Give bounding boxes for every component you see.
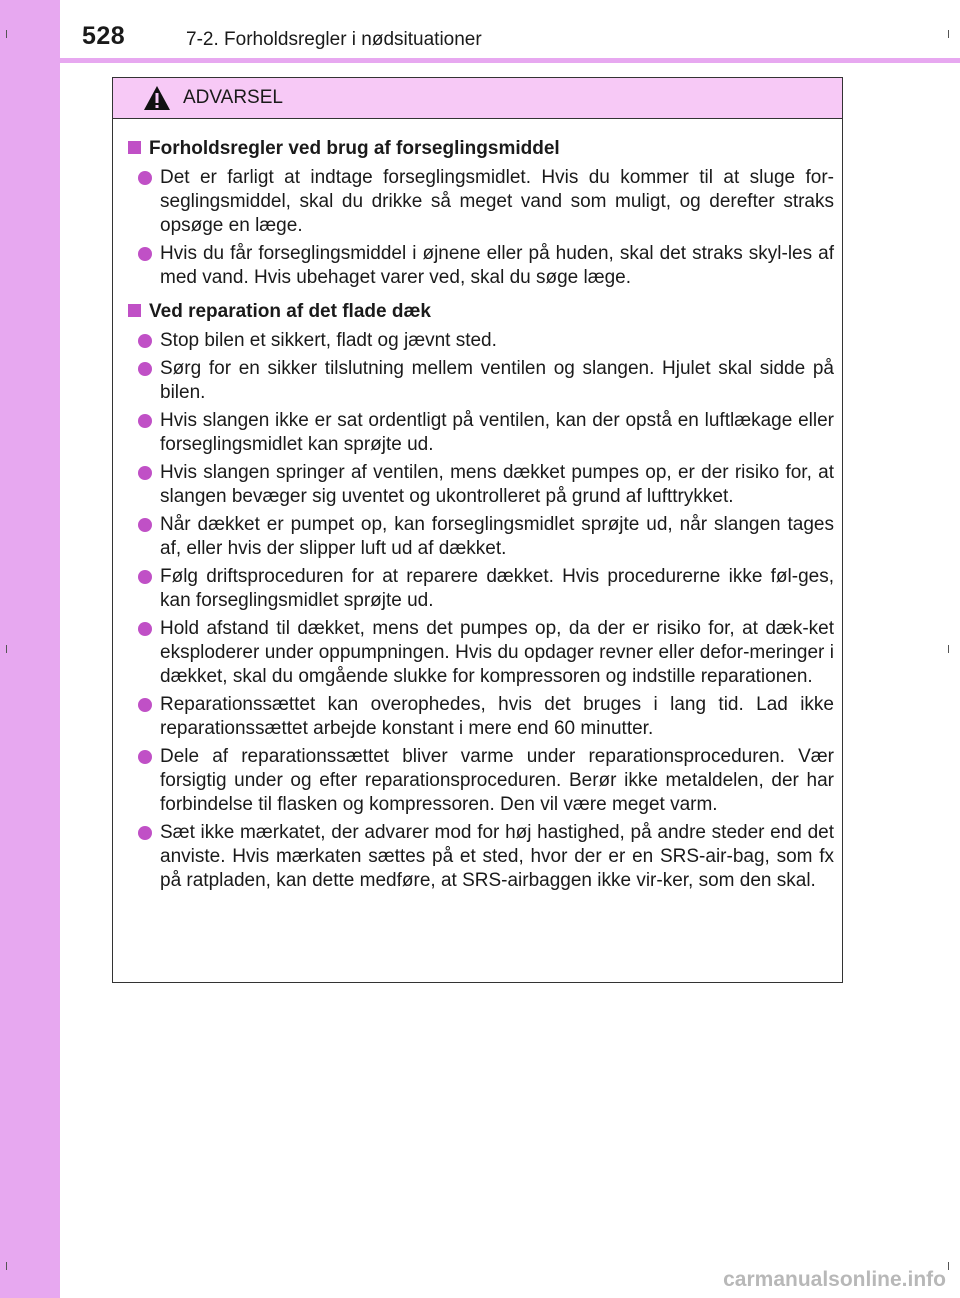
- list-item-text: Det er farligt at indtage forseglingsmidlet. Hvis du kommer til at sluge for-seglingsmiddel, skal du drikke så meget vand som muligt, og derefter straks opsøge en læge.: [160, 167, 834, 236]
- circle-bullet-icon: [138, 698, 152, 712]
- circle-bullet-icon: [138, 362, 152, 376]
- circle-bullet-icon: [138, 622, 152, 636]
- warning-header: [113, 78, 842, 119]
- list-item-text: Dele af reparationssættet bliver varme under reparationsproceduren. Vær forsigtig under og efter reparationsproceduren. Berør ikke metaldelen, der har forbindelse til flasken og kompressoren. Den vil være meget varm.: [160, 746, 834, 815]
- circle-bullet-icon: [138, 334, 152, 348]
- warning-triangle-icon: [143, 85, 171, 111]
- list-item: [138, 565, 834, 613]
- list-item-text: Stop bilen et sikkert, fladt og jævnt sted.: [160, 330, 497, 351]
- circle-bullet-icon: [138, 171, 152, 185]
- circle-bullet-icon: [138, 414, 152, 428]
- list-item-text: Følg driftsproceduren for at reparere dækket. Hvis procedurerne ikke føl-ges, kan forseglingsmidlet sprøjte ud.: [160, 566, 834, 611]
- circle-bullet-icon: [138, 570, 152, 584]
- list-item-text: Hvis slangen ikke er sat ordentligt på ventilen, kan der opstå en luftlækage eller forseglingsmidlet kan sprøjte ud.: [160, 410, 834, 455]
- list-item: [138, 329, 834, 353]
- topic-heading-text: Ved reparation af det flade dæk: [149, 301, 431, 322]
- crop-mark: [6, 1262, 7, 1270]
- warning-title: ADVARSEL: [183, 87, 283, 108]
- list-item-text: Sørg for en sikker tilslutning mellem ventilen og slangen. Hjulet skal sidde på bilen.: [160, 358, 834, 403]
- circle-bullet-icon: [138, 466, 152, 480]
- warning-body: [113, 119, 842, 893]
- list-item: [138, 242, 834, 290]
- list-item-text: Hvis du får forseglingsmiddel i øjnene eller på huden, skal det straks skyl-les af med vand. Hvis ubehaget varer ved, skal du søge læge.: [160, 243, 834, 288]
- header-rule: [60, 58, 960, 63]
- square-bullet-icon: [128, 141, 141, 154]
- list-item: [138, 617, 834, 689]
- list-item-text: Hold afstand til dækket, mens det pumpes op, da der er risiko for, at dæk-ket eksploderer under oppumpningen. Hvis du opdager revner eller defor-meringer i dækket, skal du omgående slukke for kompressoren og indstille reparationen.: [160, 618, 834, 687]
- list-item: [138, 166, 834, 238]
- list-item: [138, 409, 834, 457]
- topic-heading-text: Forholdsregler ved brug af forseglingsmiddel: [149, 138, 560, 159]
- crop-mark: [948, 30, 949, 38]
- circle-bullet-icon: [138, 518, 152, 532]
- list-item: [138, 745, 834, 817]
- section-title: 7-2. Forholdsregler i nødsituationer: [186, 29, 482, 50]
- circle-bullet-icon: [138, 247, 152, 261]
- list-item: [138, 357, 834, 405]
- list-item: [138, 461, 834, 509]
- list-item: [138, 693, 834, 741]
- list-item-text: Når dækket er pumpet op, kan forseglingsmidlet sprøjte ud, når slangen tages af, eller hvis der slipper luft ud af dækket.: [160, 514, 834, 559]
- page-number: 528: [82, 22, 126, 50]
- topic-heading: [128, 135, 834, 162]
- watermark: carmanualsonline.info: [723, 1268, 946, 1291]
- crop-mark: [6, 30, 7, 38]
- list-item: [138, 513, 834, 561]
- circle-bullet-icon: [138, 826, 152, 840]
- square-bullet-icon: [128, 304, 141, 317]
- list-item: [138, 821, 834, 893]
- crop-mark: [948, 1262, 949, 1270]
- topic-heading: [128, 298, 834, 325]
- circle-bullet-icon: [138, 750, 152, 764]
- warning-box: [112, 77, 843, 983]
- list-item-text: Reparationssættet kan overophedes, hvis det bruges i lang tid. Lad ikke reparationssættet arbejde konstant i mere end 60 minutter.: [160, 694, 834, 739]
- crop-mark: [6, 645, 7, 653]
- list-item-text: Hvis slangen springer af ventilen, mens dækket pumpes op, er der risiko for, at slangen bevæger sig uventet og ukontrolleret på grund af lufttrykket.: [160, 462, 834, 507]
- crop-mark: [948, 645, 949, 653]
- side-color-band: [0, 0, 60, 1298]
- list-item-text: Sæt ikke mærkatet, der advarer mod for høj hastighed, på andre steder end det anviste. Hvis mærkaten sættes på et sted, hvor der er en SRS-air-bag, som fx på ratpladen, kan dette medføre, at SRS-airbaggen ikke vir-ker, som den skal.: [160, 822, 834, 891]
